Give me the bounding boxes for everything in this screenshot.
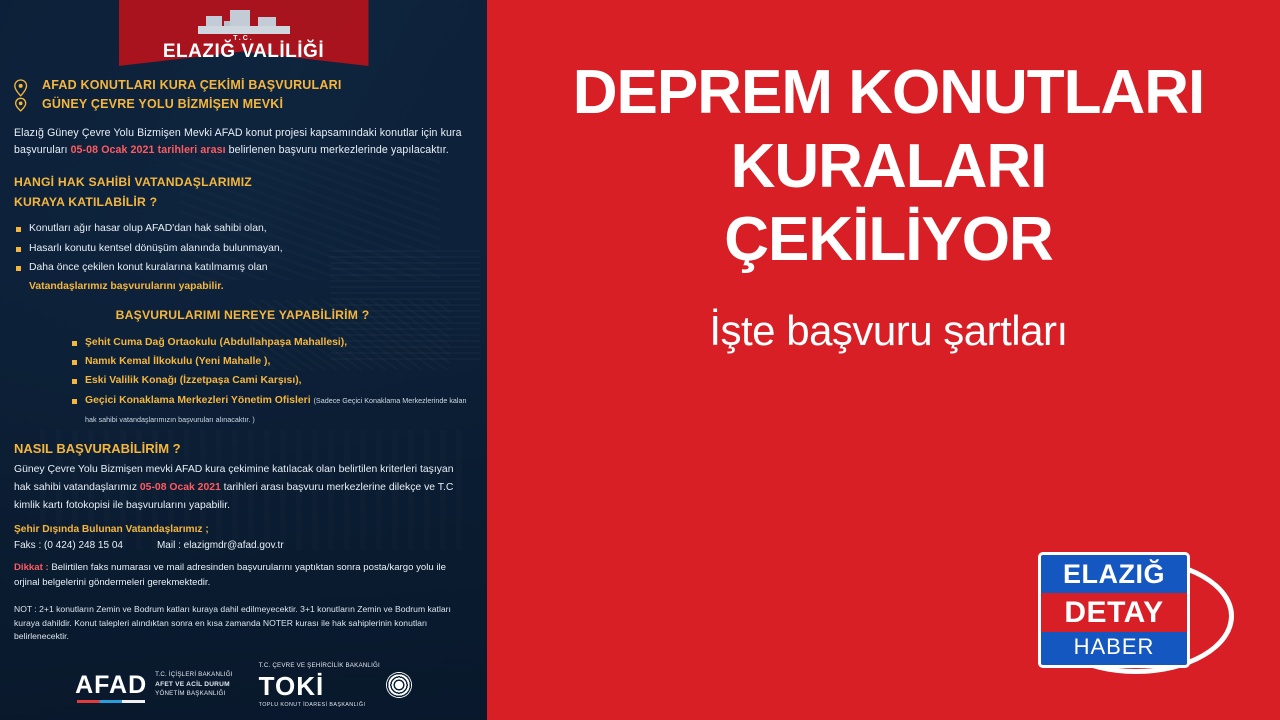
- logo-top-text: ELAZIĞ: [1038, 552, 1190, 593]
- note-paragraph: NOT : 2+1 konutların Zemin ve Bodrum katları kuraya dahil edilmeyecektir. 3+1 konutların Zemin ve Bodrum katları kuraya dahildir. Konut talepleri alındıktan sonra en kısa zamanda NOTER kurası ile hak sahiplerinin konutları belirlenecektir.: [14, 603, 451, 642]
- list-item: Namık Kemal İlkokulu (Yeni Mahalle ),: [72, 352, 471, 371]
- poster-footer-logos: [0, 662, 487, 708]
- section2-title: BAŞVURULARIMI NEREYE YAPABİLİRİM ?: [115, 308, 370, 323]
- intro-highlight-dates: 05-08 Ocak 2021 tarihleri arası: [70, 144, 226, 157]
- headline-panel: [487, 0, 1280, 720]
- toki-sub-line2: TOPLU KONUT İDARESİ BAŞKANLIĞI: [258, 702, 366, 708]
- poster-header-line1: AFAD KONUTLARI KURA ÇEKİMİ BAŞVURULARI: [42, 78, 342, 92]
- toki-subtitle: [259, 662, 380, 671]
- afad-sub-line2: AFET VE ACİL DURUM: [155, 681, 230, 689]
- subheadline: İşte başvuru şartları: [709, 307, 1068, 355]
- section1-title-line2: KURAYA KATILABİLİR ?: [14, 194, 158, 209]
- list-item: Konutları ağır hasar olup AFAD'dan hak sahibi olan,: [16, 219, 471, 238]
- section1-title-line1: HANGİ HAK SAHİBİ VATANDAŞLARIMIZ: [14, 175, 252, 190]
- crest-tc-label: T.C.: [233, 35, 254, 42]
- toki-sub-line1: T.C. ÇEVRE VE ŞEHİRCİLİK BAKANLIĞI: [258, 662, 380, 670]
- poster-header: [14, 76, 471, 117]
- section1-footer-text: Vatandaşlarımız başvurularını yapabilir.: [29, 281, 224, 293]
- headline-line-1: DEPREM KONUTLARI: [572, 58, 1205, 127]
- warning-label: Dikkat :: [14, 561, 49, 573]
- toki-wordmark: TOKİ: [258, 671, 325, 701]
- toki-logo: [259, 662, 412, 708]
- warning-text: Belirtilen faks numarası ve mail adresinden başvurularını yaptıktan sonra posta/kargo yolu ile orjinal belgelerini göndermeleri gerekmektedir.: [14, 561, 446, 589]
- map-pin-icon: [14, 76, 34, 117]
- fax-label: Faks : (0 424) 248 15 04: [14, 539, 123, 551]
- poster-image: [0, 0, 487, 720]
- mail-label: Mail : elazigmdr@afad.gov.tr: [156, 539, 284, 551]
- list-item: Eski Valilik Konağı (İzzetpaşa Cami Karşısı),: [72, 371, 471, 390]
- poster-intro-paragraph: [14, 125, 471, 159]
- list-item: Hasarlı konutu kentsel dönüşüm alanında bulunmayan,: [16, 239, 471, 258]
- list-item-text: Daha önce çekilen konut kuralarına katılmamış olan: [29, 261, 268, 273]
- section3-highlight-dates: 05-08 Ocak 2021: [139, 482, 221, 493]
- headline-line-2: KURALARI: [730, 131, 1047, 201]
- outside-city-label: Şehir Dışında Bulunan Vatandaşlarımız ;: [14, 523, 209, 535]
- section1-list: [16, 219, 471, 296]
- poster-content: [0, 0, 487, 720]
- logo-bottom-text: HABER: [1038, 632, 1190, 668]
- headline-line-3: ÇEKİLİYOR: [724, 205, 1053, 275]
- list-item-note: (Sadece Geçici Konaklama Merkezlerinde kalan hak sahibi vatandaşlarımızın başvuruları alınacaktır. ): [85, 395, 467, 424]
- crest-city-label: ELAZIĞ VALİLİĞİ: [162, 41, 325, 62]
- intro-part2: belirlenen başvuru merkezlerinde yapılacaktır.: [225, 144, 449, 157]
- list-item-text: Geçici Konaklama Merkezleri Yönetim Ofisleri: [85, 394, 311, 406]
- section3-paragraph: [14, 461, 471, 515]
- list-item: [16, 258, 471, 297]
- afad-sub-line1: T.C. İÇİŞLERİ BAKANLIĞI: [155, 671, 233, 679]
- afad-sub-line3: YÖNETİM BAŞKANLIĞI: [155, 689, 226, 697]
- afad-subtitle: [155, 671, 233, 699]
- section3-part2: tarihleri arası başvuru merkezlerine dilekçe ve T.C kimlik kartı fotokopisi ile başvurularını yapabilir.: [14, 482, 454, 511]
- warning-paragraph: [14, 560, 471, 591]
- toki-circle-icon: [386, 672, 412, 698]
- list-item: Şehit Cuma Dağ Ortaokulu (Abdullahpaşa Mahallesi),: [72, 333, 471, 352]
- list-item: [72, 391, 471, 430]
- logo-box: [1038, 552, 1190, 668]
- section2-list: [72, 333, 471, 429]
- contact-row: [14, 540, 471, 551]
- section3-title: NASIL BAŞVURABİLİRİM ?: [14, 441, 181, 457]
- afad-logo: AFAD: [75, 670, 148, 699]
- intro-part1: Elazığ Güney Çevre Yolu Bizmişen Mevki AFAD konut projesi kapsamındaki konutlar için kura başvuruları: [14, 127, 462, 157]
- logo-mid-text: DETAY: [1038, 593, 1190, 632]
- elazig-detay-haber-logo[interactable]: [1028, 552, 1228, 680]
- poster-header-line2: GÜNEY ÇEVRE YOLU BİZMİŞEN MEVKİ: [42, 96, 284, 111]
- section3-part1: Güney Çevre Yolu Bizmişen mevki AFAD kura çekimine katılacak olan belirtilen kriterleri taşıyan hak sahibi vatandaşlarımız: [14, 464, 454, 493]
